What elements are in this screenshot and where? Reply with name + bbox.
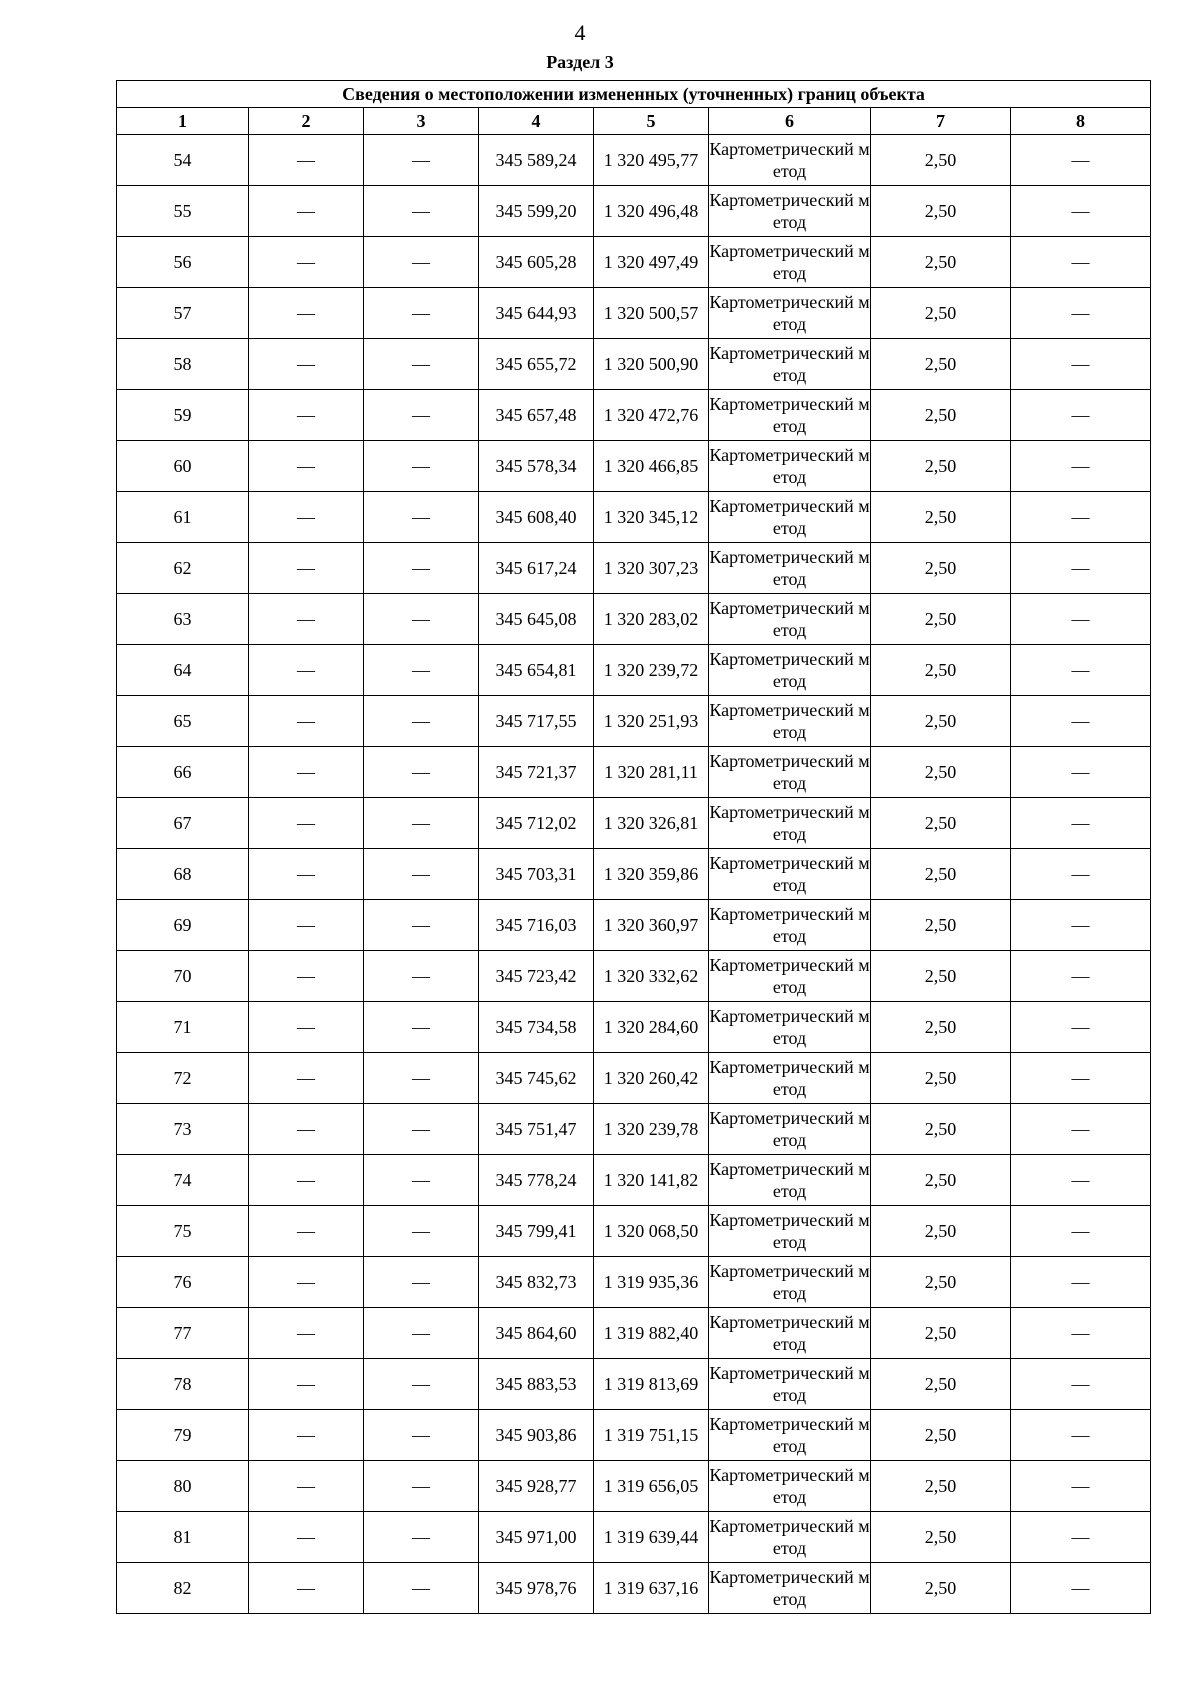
- cell-accuracy: 2,50: [871, 1461, 1011, 1512]
- column-header-2: 2: [249, 108, 364, 135]
- cell-col-8: —: [1011, 1206, 1151, 1257]
- cell-coordinate-x: 345 832,73: [479, 1257, 594, 1308]
- cell-point-number: 60: [117, 441, 249, 492]
- cell-coordinate-y: 1 320 359,86: [594, 849, 709, 900]
- cell-col-8: —: [1011, 1359, 1151, 1410]
- cell-coordinate-y: 1 320 496,48: [594, 186, 709, 237]
- cell-coordinate-x: 345 971,00: [479, 1512, 594, 1563]
- cell-method: Картометрический метод: [709, 1002, 871, 1053]
- cell-col-3: —: [364, 747, 479, 798]
- cell-method: Картометрический метод: [709, 1104, 871, 1155]
- cell-point-number: 61: [117, 492, 249, 543]
- cell-method: Картометрический метод: [709, 237, 871, 288]
- cell-col-2: —: [249, 1461, 364, 1512]
- column-header-6: 6: [709, 108, 871, 135]
- cell-accuracy: 2,50: [871, 339, 1011, 390]
- cell-col-3: —: [364, 339, 479, 390]
- cell-col-2: —: [249, 390, 364, 441]
- table-row: [117, 186, 1151, 237]
- cell-accuracy: 2,50: [871, 951, 1011, 1002]
- cell-method: Картометрический метод: [709, 186, 871, 237]
- cell-coordinate-x: 345 903,86: [479, 1410, 594, 1461]
- cell-coordinate-y: 1 320 283,02: [594, 594, 709, 645]
- cell-point-number: 72: [117, 1053, 249, 1104]
- cell-col-8: —: [1011, 339, 1151, 390]
- cell-method: Картометрический метод: [709, 900, 871, 951]
- cell-col-8: —: [1011, 1461, 1151, 1512]
- cell-col-8: —: [1011, 594, 1151, 645]
- cell-col-2: —: [249, 951, 364, 1002]
- table-row: [117, 1308, 1151, 1359]
- cell-col-3: —: [364, 135, 479, 186]
- cell-accuracy: 2,50: [871, 543, 1011, 594]
- cell-coordinate-x: 345 778,24: [479, 1155, 594, 1206]
- table-row: [117, 1512, 1151, 1563]
- cell-method: Картометрический метод: [709, 135, 871, 186]
- column-header-1: 1: [117, 108, 249, 135]
- cell-method: Картометрический метод: [709, 1359, 871, 1410]
- cell-coordinate-x: 345 608,40: [479, 492, 594, 543]
- table-row: [117, 288, 1151, 339]
- cell-accuracy: 2,50: [871, 492, 1011, 543]
- table-row: [117, 1206, 1151, 1257]
- cell-col-8: —: [1011, 951, 1151, 1002]
- cell-point-number: 82: [117, 1563, 249, 1614]
- cell-coordinate-x: 345 599,20: [479, 186, 594, 237]
- cell-point-number: 57: [117, 288, 249, 339]
- cell-point-number: 58: [117, 339, 249, 390]
- table-row: [117, 798, 1151, 849]
- cell-accuracy: 2,50: [871, 135, 1011, 186]
- cell-coordinate-y: 1 320 472,76: [594, 390, 709, 441]
- cell-method: Картометрический метод: [709, 1512, 871, 1563]
- cell-coordinate-y: 1 320 495,77: [594, 135, 709, 186]
- cell-col-8: —: [1011, 1512, 1151, 1563]
- cell-col-2: —: [249, 1155, 364, 1206]
- cell-point-number: 65: [117, 696, 249, 747]
- column-header-5: 5: [594, 108, 709, 135]
- cell-coordinate-y: 1 319 751,15: [594, 1410, 709, 1461]
- cell-point-number: 79: [117, 1410, 249, 1461]
- cell-method: Картометрический метод: [709, 339, 871, 390]
- cell-coordinate-y: 1 320 360,97: [594, 900, 709, 951]
- cell-coordinate-x: 345 712,02: [479, 798, 594, 849]
- cell-col-2: —: [249, 798, 364, 849]
- cell-point-number: 66: [117, 747, 249, 798]
- cell-accuracy: 2,50: [871, 747, 1011, 798]
- cell-coordinate-y: 1 319 935,36: [594, 1257, 709, 1308]
- cell-accuracy: 2,50: [871, 1206, 1011, 1257]
- column-header-3: 3: [364, 108, 479, 135]
- cell-col-3: —: [364, 900, 479, 951]
- cell-coordinate-x: 345 605,28: [479, 237, 594, 288]
- cell-col-8: —: [1011, 1308, 1151, 1359]
- cell-method: Картометрический метод: [709, 951, 871, 1002]
- cell-accuracy: 2,50: [871, 1563, 1011, 1614]
- cell-accuracy: 2,50: [871, 696, 1011, 747]
- cell-method: Картометрический метод: [709, 1155, 871, 1206]
- cell-col-8: —: [1011, 1155, 1151, 1206]
- table-caption: Сведения о местоположении измененных (уточненных) границ объекта: [117, 81, 1151, 108]
- cell-coordinate-x: 345 617,24: [479, 543, 594, 594]
- cell-coordinate-x: 345 589,24: [479, 135, 594, 186]
- cell-col-2: —: [249, 1206, 364, 1257]
- cell-method: Картометрический метод: [709, 747, 871, 798]
- cell-accuracy: 2,50: [871, 186, 1011, 237]
- cell-col-2: —: [249, 1053, 364, 1104]
- cell-col-8: —: [1011, 645, 1151, 696]
- cell-col-2: —: [249, 900, 364, 951]
- cell-col-3: —: [364, 1257, 479, 1308]
- cell-col-8: —: [1011, 135, 1151, 186]
- cell-coordinate-x: 345 883,53: [479, 1359, 594, 1410]
- cell-col-3: —: [364, 1359, 479, 1410]
- cell-point-number: 80: [117, 1461, 249, 1512]
- cell-accuracy: 2,50: [871, 288, 1011, 339]
- cell-col-8: —: [1011, 492, 1151, 543]
- table-row: [117, 696, 1151, 747]
- cell-col-8: —: [1011, 798, 1151, 849]
- cell-coordinate-x: 345 745,62: [479, 1053, 594, 1104]
- table-row: [117, 1104, 1151, 1155]
- cell-coordinate-y: 1 320 326,81: [594, 798, 709, 849]
- column-header-7: 7: [871, 108, 1011, 135]
- cell-col-3: —: [364, 1461, 479, 1512]
- cell-col-8: —: [1011, 1053, 1151, 1104]
- cell-coordinate-y: 1 320 307,23: [594, 543, 709, 594]
- cell-coordinate-y: 1 319 813,69: [594, 1359, 709, 1410]
- cell-method: Картометрический метод: [709, 1257, 871, 1308]
- cell-coordinate-x: 345 978,76: [479, 1563, 594, 1614]
- cell-coordinate-x: 345 721,37: [479, 747, 594, 798]
- cell-col-2: —: [249, 747, 364, 798]
- cell-col-2: —: [249, 237, 364, 288]
- cell-col-3: —: [364, 696, 479, 747]
- cell-col-3: —: [364, 1563, 479, 1614]
- cell-coordinate-x: 345 723,42: [479, 951, 594, 1002]
- cell-point-number: 75: [117, 1206, 249, 1257]
- cell-col-3: —: [364, 1155, 479, 1206]
- table-row: [117, 1053, 1151, 1104]
- cell-col-2: —: [249, 1104, 364, 1155]
- cell-col-2: —: [249, 645, 364, 696]
- cell-method: Картометрический метод: [709, 696, 871, 747]
- table-row: [117, 441, 1151, 492]
- cell-coordinate-y: 1 320 239,72: [594, 645, 709, 696]
- cell-col-2: —: [249, 441, 364, 492]
- table-row: [117, 237, 1151, 288]
- table-row: [117, 1155, 1151, 1206]
- cell-coordinate-y: 1 320 345,12: [594, 492, 709, 543]
- cell-coordinate-x: 345 644,93: [479, 288, 594, 339]
- cell-col-2: —: [249, 1257, 364, 1308]
- cell-col-3: —: [364, 441, 479, 492]
- cell-coordinate-x: 345 864,60: [479, 1308, 594, 1359]
- cell-accuracy: 2,50: [871, 1053, 1011, 1104]
- cell-coordinate-x: 345 645,08: [479, 594, 594, 645]
- cell-coordinate-x: 345 751,47: [479, 1104, 594, 1155]
- cell-col-3: —: [364, 288, 479, 339]
- cell-col-3: —: [364, 951, 479, 1002]
- cell-col-3: —: [364, 186, 479, 237]
- cell-method: Картометрический метод: [709, 543, 871, 594]
- table-row: [117, 594, 1151, 645]
- cell-point-number: 62: [117, 543, 249, 594]
- column-header-4: 4: [479, 108, 594, 135]
- cell-method: Картометрический метод: [709, 288, 871, 339]
- cell-col-2: —: [249, 1410, 364, 1461]
- cell-method: Картометрический метод: [709, 1563, 871, 1614]
- cell-col-2: —: [249, 135, 364, 186]
- cell-point-number: 81: [117, 1512, 249, 1563]
- table-row: [117, 645, 1151, 696]
- cell-col-8: —: [1011, 1002, 1151, 1053]
- cell-col-3: —: [364, 237, 479, 288]
- cell-col-2: —: [249, 594, 364, 645]
- cell-point-number: 63: [117, 594, 249, 645]
- cell-col-3: —: [364, 492, 479, 543]
- cell-accuracy: 2,50: [871, 1308, 1011, 1359]
- table-row: [117, 951, 1151, 1002]
- table-row: [117, 900, 1151, 951]
- cell-accuracy: 2,50: [871, 1512, 1011, 1563]
- cell-coordinate-x: 345 716,03: [479, 900, 594, 951]
- cell-method: Картометрический метод: [709, 1410, 871, 1461]
- cell-coordinate-x: 345 928,77: [479, 1461, 594, 1512]
- cell-accuracy: 2,50: [871, 1002, 1011, 1053]
- cell-coordinate-y: 1 320 332,62: [594, 951, 709, 1002]
- cell-method: Картометрический метод: [709, 1308, 871, 1359]
- cell-point-number: 73: [117, 1104, 249, 1155]
- table-row: [117, 1359, 1151, 1410]
- cell-coordinate-y: 1 320 497,49: [594, 237, 709, 288]
- cell-point-number: 76: [117, 1257, 249, 1308]
- table-row: [117, 1410, 1151, 1461]
- cell-col-3: —: [364, 645, 479, 696]
- cell-col-3: —: [364, 1512, 479, 1563]
- cell-col-8: —: [1011, 543, 1151, 594]
- cell-coordinate-y: 1 320 260,42: [594, 1053, 709, 1104]
- cell-col-2: —: [249, 288, 364, 339]
- cell-col-8: —: [1011, 1563, 1151, 1614]
- cell-accuracy: 2,50: [871, 900, 1011, 951]
- cell-col-8: —: [1011, 237, 1151, 288]
- cell-col-8: —: [1011, 900, 1151, 951]
- cell-point-number: 70: [117, 951, 249, 1002]
- cell-coordinate-y: 1 320 281,11: [594, 747, 709, 798]
- cell-coordinate-x: 345 717,55: [479, 696, 594, 747]
- cell-col-3: —: [364, 798, 479, 849]
- cell-col-2: —: [249, 696, 364, 747]
- cell-method: Картометрический метод: [709, 390, 871, 441]
- cell-col-8: —: [1011, 849, 1151, 900]
- cell-coordinate-y: 1 320 141,82: [594, 1155, 709, 1206]
- cell-col-8: —: [1011, 186, 1151, 237]
- table-row: [117, 1002, 1151, 1053]
- table-header-row: [117, 108, 1151, 135]
- cell-accuracy: 2,50: [871, 798, 1011, 849]
- table-row: [117, 492, 1151, 543]
- cell-point-number: 69: [117, 900, 249, 951]
- cell-point-number: 67: [117, 798, 249, 849]
- cell-col-3: —: [364, 1002, 479, 1053]
- cell-method: Картометрический метод: [709, 1206, 871, 1257]
- cell-coordinate-x: 345 578,34: [479, 441, 594, 492]
- cell-coordinate-x: 345 654,81: [479, 645, 594, 696]
- cell-method: Картометрический метод: [709, 1053, 871, 1104]
- cell-accuracy: 2,50: [871, 645, 1011, 696]
- cell-coordinate-y: 1 319 639,44: [594, 1512, 709, 1563]
- cell-col-2: —: [249, 1308, 364, 1359]
- cell-col-2: —: [249, 186, 364, 237]
- page-number: 4: [574, 20, 586, 45]
- cell-col-3: —: [364, 1206, 479, 1257]
- cell-coordinate-x: 345 734,58: [479, 1002, 594, 1053]
- cell-method: Картометрический метод: [709, 798, 871, 849]
- table-body: [117, 135, 1151, 1614]
- cell-point-number: 78: [117, 1359, 249, 1410]
- cell-col-2: —: [249, 1002, 364, 1053]
- cell-col-3: —: [364, 594, 479, 645]
- cell-col-8: —: [1011, 1257, 1151, 1308]
- cell-method: Картометрический метод: [709, 645, 871, 696]
- cell-coordinate-y: 1 319 656,05: [594, 1461, 709, 1512]
- table-row: [117, 1257, 1151, 1308]
- cell-col-2: —: [249, 1512, 364, 1563]
- cell-method: Картометрический метод: [709, 594, 871, 645]
- cell-method: Картометрический метод: [709, 441, 871, 492]
- cell-coordinate-y: 1 320 284,60: [594, 1002, 709, 1053]
- cell-col-3: —: [364, 390, 479, 441]
- cell-col-3: —: [364, 1308, 479, 1359]
- section-title: Раздел 3: [546, 52, 614, 72]
- table-row: [117, 135, 1151, 186]
- cell-accuracy: 2,50: [871, 1257, 1011, 1308]
- cell-point-number: 59: [117, 390, 249, 441]
- cell-col-2: —: [249, 339, 364, 390]
- cell-coordinate-y: 1 320 239,78: [594, 1104, 709, 1155]
- cell-col-3: —: [364, 1053, 479, 1104]
- table-caption-row: [117, 81, 1151, 108]
- cell-col-2: —: [249, 543, 364, 594]
- cell-col-8: —: [1011, 1410, 1151, 1461]
- cell-point-number: 74: [117, 1155, 249, 1206]
- table-row: [117, 1461, 1151, 1512]
- cell-col-3: —: [364, 1104, 479, 1155]
- cell-coordinate-x: 345 799,41: [479, 1206, 594, 1257]
- cell-point-number: 77: [117, 1308, 249, 1359]
- table-row: [117, 339, 1151, 390]
- cell-accuracy: 2,50: [871, 1104, 1011, 1155]
- cell-point-number: 68: [117, 849, 249, 900]
- cell-accuracy: 2,50: [871, 1155, 1011, 1206]
- table-row: [117, 849, 1151, 900]
- column-header-8: 8: [1011, 108, 1151, 135]
- cell-accuracy: 2,50: [871, 1359, 1011, 1410]
- cell-coordinate-y: 1 320 068,50: [594, 1206, 709, 1257]
- cell-point-number: 55: [117, 186, 249, 237]
- cell-col-8: —: [1011, 1104, 1151, 1155]
- cell-coordinate-y: 1 319 882,40: [594, 1308, 709, 1359]
- cell-col-2: —: [249, 1563, 364, 1614]
- table-row: [117, 1563, 1151, 1614]
- cell-coordinate-y: 1 320 466,85: [594, 441, 709, 492]
- cell-coordinate-x: 345 703,31: [479, 849, 594, 900]
- boundary-coordinates-table: [116, 80, 1151, 1614]
- cell-col-8: —: [1011, 441, 1151, 492]
- cell-accuracy: 2,50: [871, 441, 1011, 492]
- cell-coordinate-y: 1 320 500,90: [594, 339, 709, 390]
- cell-coordinate-y: 1 319 637,16: [594, 1563, 709, 1614]
- cell-accuracy: 2,50: [871, 1410, 1011, 1461]
- cell-method: Картометрический метод: [709, 492, 871, 543]
- cell-point-number: 56: [117, 237, 249, 288]
- table-row: [117, 747, 1151, 798]
- cell-method: Картометрический метод: [709, 849, 871, 900]
- cell-col-2: —: [249, 1359, 364, 1410]
- cell-col-3: —: [364, 543, 479, 594]
- cell-accuracy: 2,50: [871, 849, 1011, 900]
- cell-accuracy: 2,50: [871, 237, 1011, 288]
- cell-coordinate-y: 1 320 500,57: [594, 288, 709, 339]
- cell-coordinate-x: 345 657,48: [479, 390, 594, 441]
- cell-col-3: —: [364, 849, 479, 900]
- cell-col-8: —: [1011, 747, 1151, 798]
- cell-coordinate-y: 1 320 251,93: [594, 696, 709, 747]
- cell-col-3: —: [364, 1410, 479, 1461]
- cell-col-2: —: [249, 849, 364, 900]
- cell-coordinate-x: 345 655,72: [479, 339, 594, 390]
- cell-col-2: —: [249, 492, 364, 543]
- cell-method: Картометрический метод: [709, 1461, 871, 1512]
- cell-point-number: 64: [117, 645, 249, 696]
- cell-col-8: —: [1011, 696, 1151, 747]
- cell-col-8: —: [1011, 288, 1151, 339]
- cell-col-8: —: [1011, 390, 1151, 441]
- table-row: [117, 390, 1151, 441]
- cell-point-number: 54: [117, 135, 249, 186]
- cell-accuracy: 2,50: [871, 390, 1011, 441]
- table-row: [117, 543, 1151, 594]
- cell-accuracy: 2,50: [871, 594, 1011, 645]
- cell-point-number: 71: [117, 1002, 249, 1053]
